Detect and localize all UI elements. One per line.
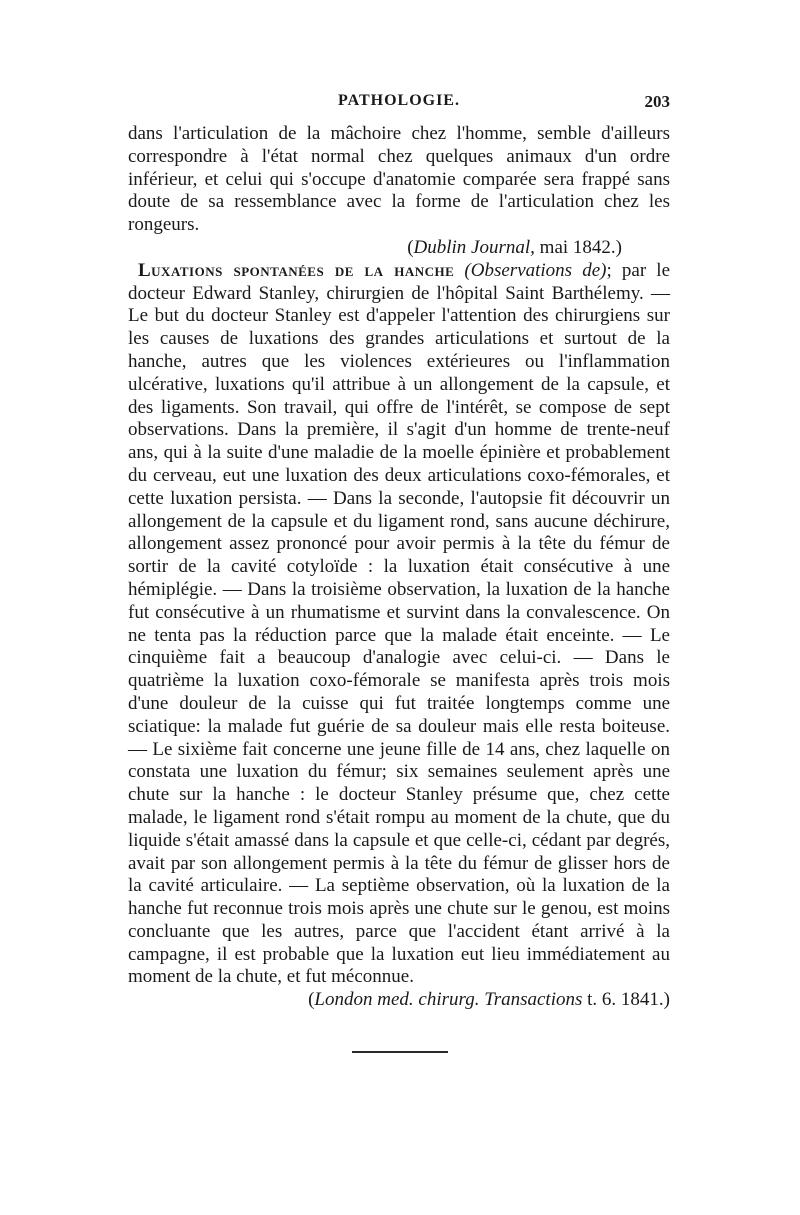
article2-paragraph [128, 260, 670, 990]
article1-citation-date: mai 1842.) [534, 236, 622, 258]
article1-paragraph [128, 123, 670, 237]
article2-citation-date: t. 6. 1841.) [582, 989, 670, 1011]
article2-heading: Luxations spontanées de la hanche [138, 259, 455, 281]
article2-text: ; par le docteur Edward Stanley, chirurgien de l'hôpital Saint Barthélemy. — Le but du docteur Stanley est d'appeler l'attention des chirurgiens sur les causes de luxations des grandes articulations et surtout de la hanche, autres que les violences extérieures ou l'inflammation ulcérative, luxations qu'il attribue à un allongement de la capsule, et des ligaments. Son travail, qui offre de l'intérêt, se compose de sept observations. Dans la première, il s'agit d'un homme de trente-neuf ans, qui à la suite d'une maladie de la moelle épinière et probablement du cerveau, eut une luxation des deux articulations coxo-fémorales, et cette luxation persista. — Dans la seconde, l'autopsie fit découvrir un allongement de la capsule et du ligament rond, sans aucune déchirure, allongement assez prononcé pour avoir permis à la tête du fémur de sortir de la cavité cotyloïde : la luxation était consécutive à une hémiplégie. — Dans la troisième observation, la luxation de la hanche fut consécutive à un rhumatisme et survint dans la convalescence. On ne tenta pas la réduction parce que la malade était enceinte. — Le cinquième fait a beaucoup d'analogie avec celui-ci. — Dans le quatrième la luxation coxo-fémorale se manifesta après trois mois d'une douleur de la cuisse qui fut traitée longtemps comme une sciatique: la malade fut guérie de sa douleur mais elle resta boiteuse. — Le sixième fait concerne une jeune fille de 14 ans, chez laquelle on constata une luxation du fémur; six semaines seulement après une chute sur la hanche : le docteur Stanley présume que, chez cette malade, le ligament rond s'était rompu au moment de la chute, que du liquide s'était amassé dans la capsule et que celle-ci, cédant par degrés, avait par son allongement permis à la tête du fémur de glisser hors de la cavité articulaire. — La septième observation, où la luxation de la hanche fut reconnue trois mois après une chute sur le genou, est moins concluante que les autres, parce que l'accident étant arrivé à la campagne, il est probable que la luxation eut lieu immédiatement au moment de la chute, et fut méconnue. [128, 259, 671, 988]
running-title: PATHOLOGIE. [338, 92, 460, 109]
article1-text: dans l'articulation de la mâchoire chez l'homme, semble d'ailleurs correspondre à l'état normal chez quelques animaux d'un ordre inférieur, et celui qui s'occupe d'anatomie comparée sera frappé sans doute de sa ressemblance avec la forme de l'articulation chez les rongeurs. [128, 123, 670, 236]
article2-citation [128, 989, 670, 1012]
article1-citation-prefix: ( [407, 236, 414, 258]
article2-citation-prefix: ( [308, 989, 315, 1011]
body-text [128, 123, 670, 1012]
article2-heading-italic: (Observations de) [464, 259, 607, 281]
running-head [128, 92, 670, 116]
article2-citation-source: London med. chirurg. Transactions [314, 989, 583, 1011]
page-number: 203 [644, 92, 670, 111]
end-rule [352, 1051, 448, 1053]
article1-citation [128, 237, 670, 260]
article1-citation-source: Dublin Journal, [413, 236, 535, 258]
